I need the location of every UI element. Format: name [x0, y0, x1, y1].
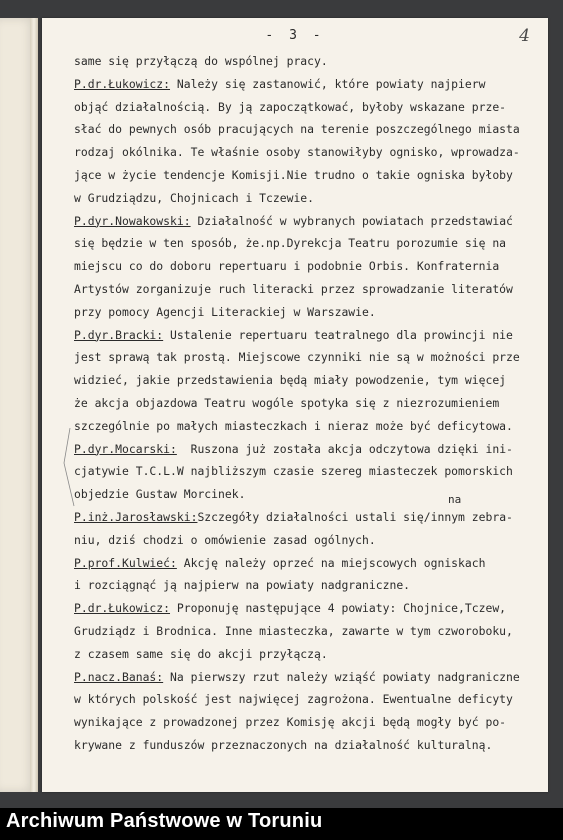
archive-name: Archiwum Państwowe w Toruniu	[6, 810, 323, 832]
line-text: szczególnie po małych miasteczkach i nieraz może być deficytowa.	[74, 418, 513, 433]
line-text: Artystów zorganizuje ruch literacki przez sprowadzanie literatów	[74, 281, 513, 296]
speaker-name: P.nacz.Banaś:	[74, 669, 164, 684]
line-text: cjatywie T.C.L.W najbliższym czasie szereg miasteczek pomorskich	[74, 464, 513, 479]
speaker-name: P.prof.Kulwieć:	[74, 555, 177, 570]
text-line	[74, 506, 542, 529]
line-text: Akcję należy oprzeć na miejscowych ogniskach	[176, 555, 486, 570]
line-text: Działalność w wybranych powiatach przedstawiać	[190, 213, 513, 228]
line-text: w Grudziądzu, Chojnicach i Tczewie.	[74, 190, 315, 205]
text-line	[74, 438, 542, 461]
line-text: objąć działalnością. By ją zapoczątkować, byłoby wskazane prze-	[74, 99, 507, 114]
text-line	[74, 369, 542, 392]
text-line	[74, 346, 542, 369]
line-text: jest sprawą tak prostą. Miejscowe czynniki nie są w możności prze	[74, 350, 520, 365]
text-line	[74, 392, 542, 415]
interlinear-insertion: na	[448, 493, 462, 506]
text-line	[74, 232, 542, 255]
line-text: Proponuję następujące 4 powiaty: Chojnice,Tczew,	[170, 601, 507, 616]
line-text: słać do pewnych osób pracujących na terenie poszczególnego miasta	[74, 122, 520, 137]
text-line	[74, 597, 542, 620]
text-line	[74, 552, 542, 575]
line-text: Należy się zastanowić, które powiaty najpierw	[170, 76, 486, 91]
line-text: przy pomocy Agencji Literackiej w Warszawie.	[74, 304, 376, 319]
line-text: że akcja objazdowa Teatru wogóle spotyka się z niezrozumieniem	[74, 395, 500, 410]
text-line	[74, 734, 542, 757]
text-line	[74, 96, 542, 119]
line-text: same się przyłączą do wspólnej pracy.	[74, 54, 328, 68]
text-line	[74, 210, 542, 233]
typed-text-body	[74, 50, 542, 757]
line-text: jące w życie tendencje Komisji.Nie trudno o takie ogniska byłoby	[74, 167, 513, 182]
text-line	[74, 73, 542, 96]
text-line	[74, 483, 542, 506]
text-line	[74, 620, 542, 643]
line-text: Grudziądz i Brodnica. Inne miasteczka, zawarte w tym czworoboku,	[74, 623, 513, 638]
text-line	[74, 278, 542, 301]
previous-page-edge	[0, 18, 38, 792]
speaker-name: P.dyr.Bracki:	[74, 327, 164, 342]
text-line	[74, 164, 542, 187]
line-text: widzieć, jakie przedstawienia będą miały powodzenie, tym więcej	[74, 373, 507, 388]
text-line	[74, 50, 542, 73]
text-line	[74, 255, 542, 278]
page-number: - 3 -	[265, 28, 325, 43]
text-line	[74, 415, 542, 438]
text-line	[74, 187, 542, 210]
text-line	[74, 460, 542, 483]
archive-footer	[0, 808, 563, 840]
text-line	[74, 574, 542, 597]
line-text: objedzie Gustaw Morcinek.	[74, 487, 246, 502]
line-text: rodzaj okólnika. Te właśnie osoby stanowiłyby ognisko, wprowadza-	[74, 145, 520, 160]
document-page	[42, 18, 548, 792]
text-line	[74, 301, 542, 324]
text-line	[74, 118, 542, 141]
text-line	[74, 666, 542, 689]
speaker-name: P.dr.Łukowicz:	[74, 601, 171, 616]
line-text: i rozciągnąć ją najpierw na powiaty nadgraniczne.	[74, 578, 411, 593]
line-text: Ruszona już została akcja odczytowa dzięki ini-	[176, 441, 513, 456]
speaker-name: P.dr.Łukowicz:	[74, 76, 171, 91]
text-line	[74, 529, 542, 552]
text-line	[74, 141, 542, 164]
line-text: się będzie w ten sposób, że.np.Dyrekcja Teatru porozumie się na	[74, 236, 507, 251]
line-text: Na pierwszy rzut należy wziąść powiaty nadgraniczne	[163, 669, 520, 684]
line-text: miejscu co do doboru repertuaru i podobnie Orbis. Konfraternia	[74, 259, 500, 274]
line-text: wynikające z prowadzonej przez Komisję akcji będą mogły być po-	[74, 715, 507, 730]
line-text: z czasem same się do akcji przyłączą.	[74, 646, 328, 661]
text-line	[74, 688, 542, 711]
line-text: w których polskość jest najwięcej zagrożona. Ewentualne deficyty	[74, 692, 513, 707]
speaker-name: P.dyr.Mocarski:	[74, 441, 177, 456]
text-line	[74, 711, 542, 734]
line-text: niu, dziś chodzi o omówienie zasad ogólnych.	[74, 532, 376, 547]
margin-pencil-mark	[60, 428, 90, 508]
handwritten-page-number: 4	[519, 26, 530, 46]
text-line	[74, 643, 542, 666]
speaker-name: P.inż.Jarosławski:	[74, 509, 198, 524]
line-text: Ustalenie repertuaru teatralnego dla prowincji nie	[163, 327, 513, 342]
page-binding	[30, 18, 38, 792]
speaker-name: P.dyr.Nowakowski:	[74, 213, 191, 228]
line-text: Szczegóły działalności ustali się/innym zebra-	[197, 509, 513, 524]
text-line	[74, 324, 542, 347]
line-text: krywane z funduszów przeznaczonych na działalność kulturalną.	[74, 737, 493, 752]
